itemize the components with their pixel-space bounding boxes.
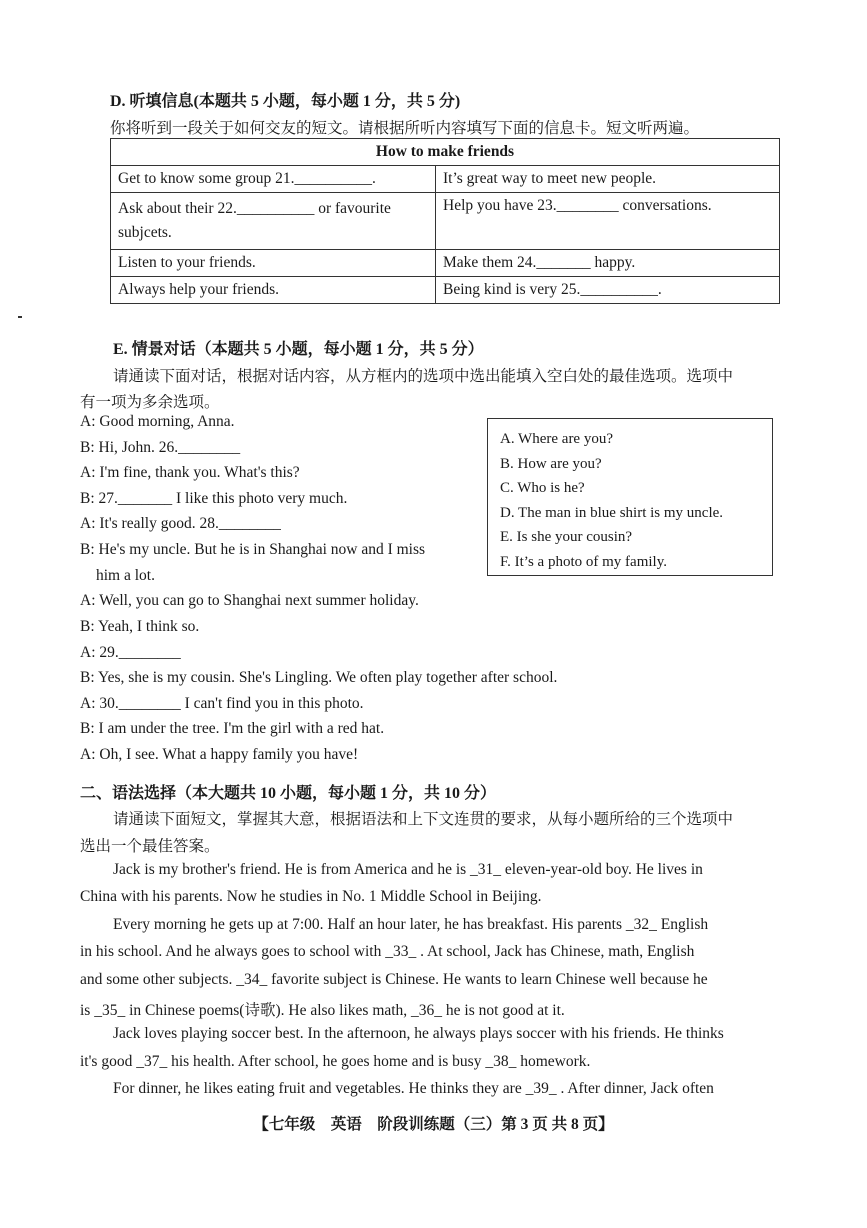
passage-line: is _35_ in Chinese poems(诗歌). He also likes math, _36_ he is not good at it. [80,1002,565,1019]
dialogue-line: A: I'm fine, thank you. What's this? [80,464,300,481]
dialogue-line: B: I am under the tree. I'm the girl with a red hat. [80,720,385,737]
table-cell: Being kind is very 25.__________. [436,277,780,304]
dialogue-line: B: He's my uncle. But he is in Shanghai now and I miss [80,541,426,558]
table-cell: Get to know some group 21.__________. [111,166,436,193]
option-item: B. How are you? [500,455,602,472]
dialogue-line: A: It's really good. 28.________ [80,515,281,532]
dialogue-line: B: Hi, John. 26.________ [80,439,241,456]
section-e-instruction-2: 有一项为多余选项。 [80,394,220,411]
table-cell: Help you have 23.________ conversations. [436,193,780,250]
dialogue-line: A: 30.________ I can't find you in this photo. [80,695,364,712]
dialogue-line: A: Good morning, Anna. [80,413,235,430]
passage-line: China with his parents. Now he studies in No. 1 Middle School in Beijing. [80,888,542,905]
part-2-instruction-2: 选出一个最佳答案。 [80,838,220,855]
option-item: C. Who is he? [500,480,585,497]
table-cell: Make them 24._______ happy. [436,250,780,277]
table-cell: Always help your friends. [111,277,436,304]
dialogue-line: A: Oh, I see. What a happy family you have! [80,746,359,763]
table-cell: Ask about their 22.__________ or favourite subjcets. [111,193,436,250]
table-cell: It’s great way to meet new people. [436,166,780,193]
passage-line: Jack is my brother's friend. He is from America and he is _31_ eleven-year-old boy. He lives in [113,861,703,878]
passage-line: and some other subjects. _34_ favorite subject is Chinese. He wants to learn Chinese well because he [80,971,708,988]
page-footer: 【七年级 英语 阶段训练题（三）第 3 页 共 8 页】 [253,1116,614,1133]
option-item: D. The man in blue shirt is my uncle. [500,504,724,521]
option-item: E. Is she your cousin? [500,529,633,546]
table-row [111,250,780,277]
section-e-instruction-1: 请通读下面对话，根据对话内容，从方框内的选项中选出能填入空白处的最佳选项。选项中 [113,368,734,385]
dialogue-line: him a lot. [96,567,155,584]
info-card-table [110,138,780,304]
passage-line: For dinner, he likes eating fruit and vegetables. He thinks they are _39_ . After dinner, Jack often [113,1080,714,1097]
passage-line: in his school. And he always goes to school with _33_ . At school, Jack has Chinese, math, English [80,943,695,960]
dialogue-line: B: Yeah, I think so. [80,618,200,635]
section-d-instruction: 你将听到一段关于如何交友的短文。请根据所听内容填写下面的信息卡。短文听两遍。 [110,120,700,137]
margin-mark [18,316,22,318]
dialogue-line: B: Yes, she is my cousin. She's Lingling. We often play together after school. [80,669,558,686]
options-box [487,418,773,576]
table-row [111,166,780,193]
table-cell: Listen to your friends. [111,250,436,277]
option-item: A. Where are you? [500,431,613,447]
table-row [111,193,780,250]
section-e-heading: E. 情景对话（本题共 5 小题，每小题 1 分，共 5 分） [113,341,484,358]
dialogue-line: B: 27._______ I like this photo very much. [80,490,348,507]
passage-line: it's good _37_ his health. After school, he goes home and is busy _38_ homework. [80,1053,591,1070]
part-2-heading: 二、语法选择（本大题共 10 小题，每小题 1 分，共 10 分） [80,785,497,802]
dialogue-line: A: 29.________ [80,644,181,661]
table-title: How to make friends [111,139,780,166]
passage-line: Every morning he gets up at 7:00. Half an hour later, he has breakfast. His parents _32_ English [113,916,709,933]
dialogue-line: A: Well, you can go to Shanghai next summer holiday. [80,592,419,609]
passage-line: Jack loves playing soccer best. In the afternoon, he always plays soccer with his friends. He thinks [113,1025,724,1042]
section-d-heading: D. 听填信息(本题共 5 小题，每小题 1 分，共 5 分) [110,93,461,110]
part-2-instruction-1: 请通读下面短文，掌握其大意，根据语法和上下文连贯的要求，从每小题所给的三个选项中 [113,811,734,828]
table-row [111,277,780,304]
option-item: F. It’s a photo of my family. [500,553,667,570]
